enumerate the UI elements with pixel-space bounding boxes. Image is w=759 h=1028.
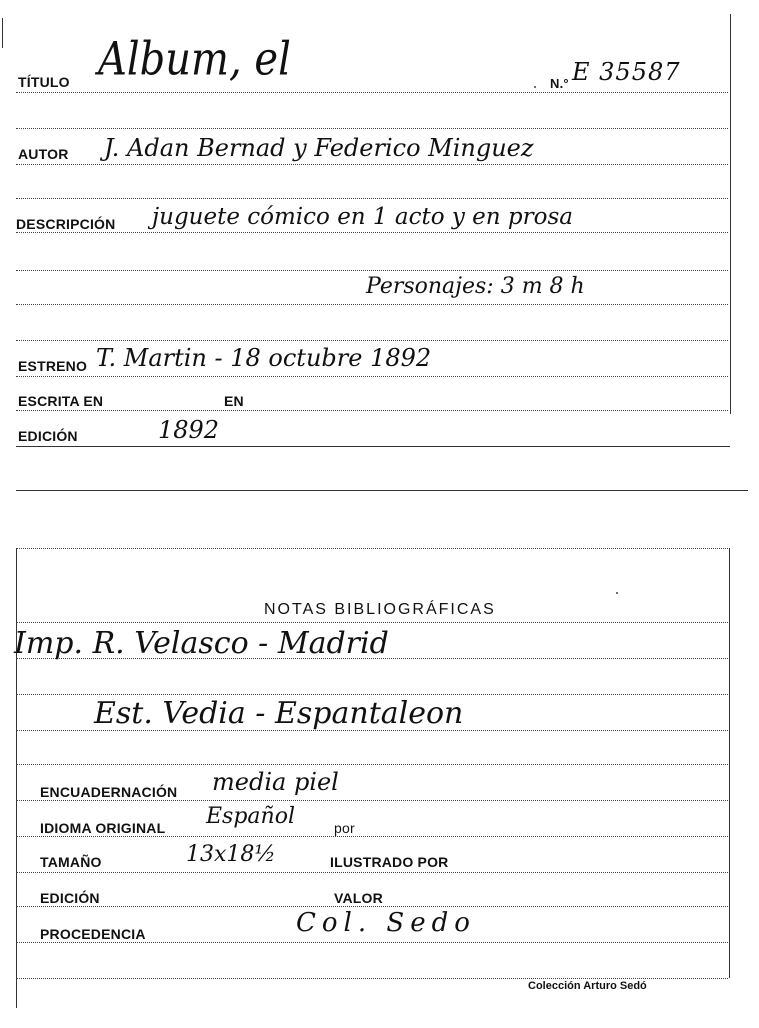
tamano-label: TAMAÑO bbox=[40, 854, 102, 870]
valor-label: VALOR bbox=[334, 890, 383, 906]
row-line-escrita bbox=[16, 410, 728, 411]
row-line-blank-1 bbox=[16, 128, 728, 129]
edicion-value: 1892 bbox=[158, 416, 220, 444]
catalog-card-top bbox=[0, 0, 759, 500]
tamano-value: 13x18½ bbox=[186, 842, 276, 867]
encuadernacion-value: media piel bbox=[212, 768, 339, 796]
titulo-label: TÍTULO bbox=[18, 74, 70, 90]
catalog-card-bottom bbox=[0, 540, 759, 1028]
row-line-blank-2 bbox=[16, 764, 728, 765]
row-line-blank-2 bbox=[16, 198, 728, 199]
descripcion-label: DESCRIPCIÓN bbox=[16, 216, 116, 232]
idioma-label: IDIOMA ORIGINAL bbox=[40, 820, 166, 836]
edicion-label: EDICIÓN bbox=[18, 428, 78, 444]
section-title: NOTAS BIBLIOGRÁFICAS bbox=[264, 601, 496, 618]
descripcion-value: juguete cómico en 1 acto y en prosa bbox=[152, 204, 573, 230]
personajes-value: Personajes: 3 m 8 h bbox=[366, 274, 585, 299]
por-label: por bbox=[334, 820, 355, 836]
ink-speck bbox=[534, 86, 536, 88]
row-line-procedencia bbox=[16, 942, 728, 943]
row-line-blank-3 bbox=[16, 270, 728, 271]
autor-label: AUTOR bbox=[18, 146, 69, 162]
row-line-blank-4 bbox=[16, 340, 728, 341]
row-line-estreno bbox=[16, 376, 728, 377]
ilustrado-label: ILUSTRADO POR bbox=[330, 854, 449, 870]
procedencia-value: Col. Sedo bbox=[296, 908, 476, 938]
numero-value: E 35587 bbox=[572, 58, 681, 86]
row-line-autor bbox=[16, 164, 728, 165]
row-line-blank-3 bbox=[16, 978, 728, 979]
card-right-edge bbox=[729, 548, 730, 978]
card-left-edge bbox=[16, 548, 17, 1008]
row-line-edicion bbox=[16, 906, 728, 907]
autor-value: J. Adan Bernad y Federico Minguez bbox=[104, 134, 534, 162]
row-line-tamano bbox=[16, 872, 728, 873]
est-value: Est. Vedia - Espantaleon bbox=[94, 696, 464, 731]
row-line-blank-1 bbox=[16, 694, 728, 695]
row-line-idioma bbox=[16, 836, 728, 837]
escrita-label: ESCRITA EN bbox=[18, 393, 104, 409]
row-line-encuadernacion bbox=[16, 800, 728, 801]
card-right-edge bbox=[730, 14, 731, 414]
en-label: EN bbox=[224, 393, 244, 409]
encuadernacion-label: ENCUADERNACIÓN bbox=[40, 784, 178, 800]
card-bottom-edge bbox=[16, 490, 748, 491]
row-line-personajes bbox=[16, 304, 728, 305]
estreno-label: ESTRENO bbox=[18, 358, 88, 374]
procedencia-label: PROCEDENCIA bbox=[40, 926, 146, 942]
row-line-descripcion bbox=[16, 232, 728, 233]
row-line-title bbox=[16, 622, 728, 623]
card-left-edge bbox=[2, 18, 3, 48]
imprenta-value: Imp. R. Velasco - Madrid bbox=[14, 626, 389, 661]
card-top-edge bbox=[16, 548, 728, 549]
edicion-label-bottom: EDICIÓN bbox=[40, 890, 100, 906]
estreno-value: T. Martin - 18 octubre 1892 bbox=[96, 344, 432, 372]
titulo-value: Album, el bbox=[98, 33, 291, 86]
row-line-edicion bbox=[16, 446, 730, 447]
numero-label: N.° bbox=[550, 76, 569, 91]
ink-speck bbox=[616, 592, 618, 594]
row-line-titulo bbox=[16, 92, 728, 93]
collection-footer: Colección Arturo Sedó bbox=[528, 980, 647, 992]
idioma-value: Español bbox=[206, 804, 295, 829]
